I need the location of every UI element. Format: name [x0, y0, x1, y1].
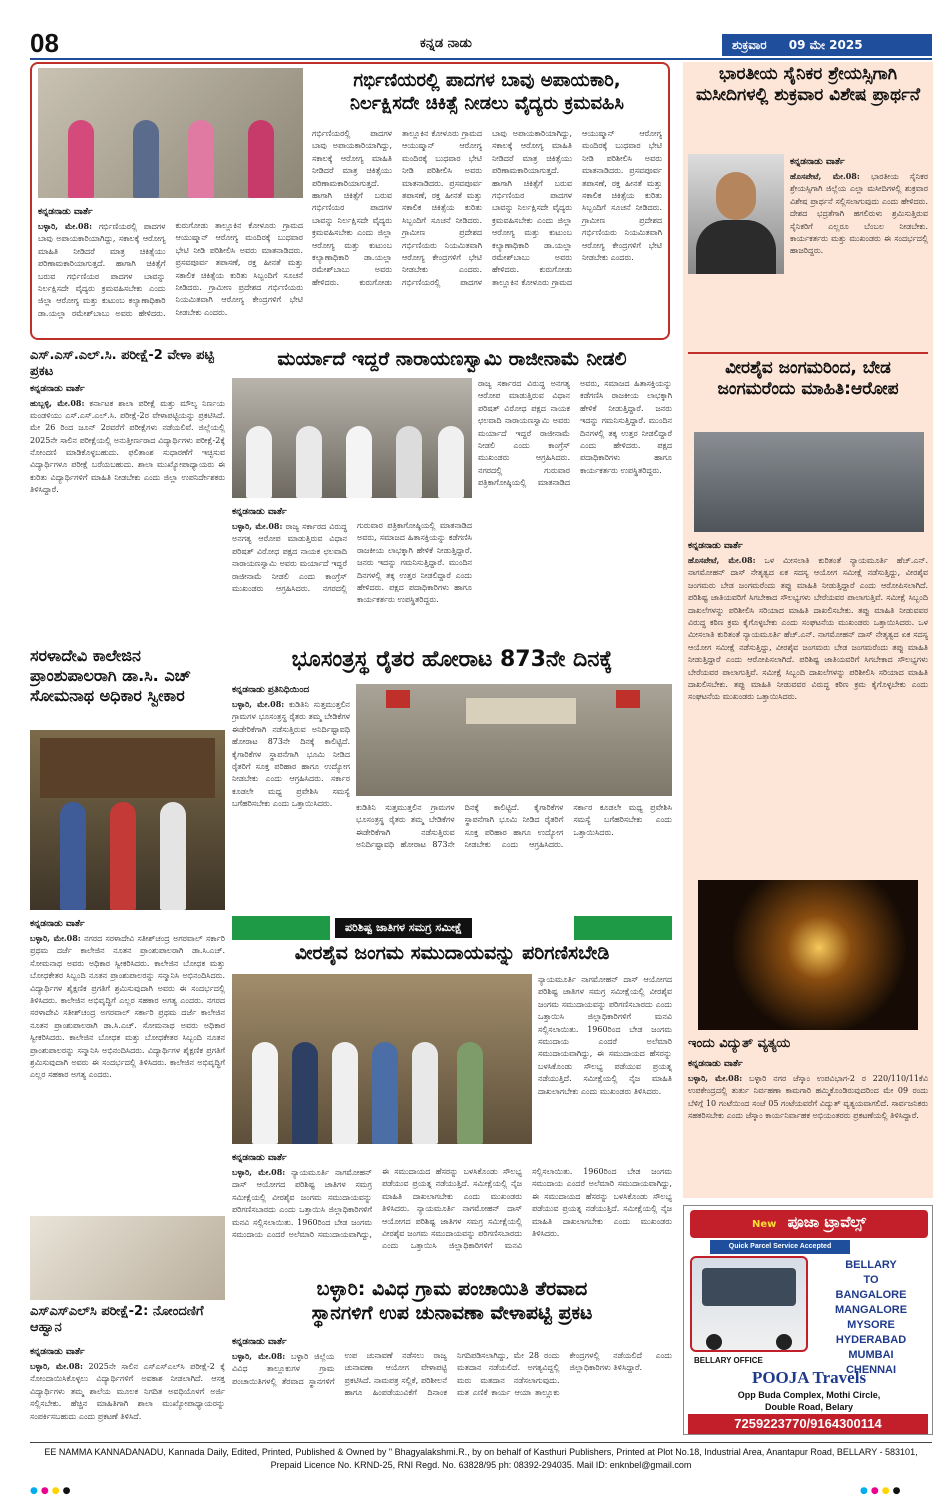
black-mark: ● — [892, 1486, 904, 1496]
person-figure — [292, 1042, 318, 1144]
article-paragraph: ಕುಡಿತಿನಿ ಸುತ್ತಮುತ್ತಲಿನ ಗ್ರಾಮಗಳ ಭೂಸಂತ್ರಸ್ಥ ರೈತರು ತಮ್ಮ ಬೇಡಿಕೆಗಳ ಈಡೇರಿಕೆಗಾಗಿ ನಡೆಸುತ್ತಿರುವ ಅನಿರ್ದಿಷ್ಟಾವಧಿ ಹೋರಾಟ 873ನೇ ದಿನಕ್ಕೆ ಕಾಲಿಟ್ಟಿದೆ. ಕೈಗಾರಿಕೆಗಳ ಸ್ಥಾಪನೆಗಾಗಿ ಭೂಮಿ ನೀಡಿದ ರೈತರಿಗೆ ಸೂಕ್ತ ಪರಿಹಾರ ಹಾಗೂ ಉದ್ಯೋಗ ನೀಡಬೇಕು ಎಂದು ಆಗ್ರಹಿಸಿದರು. ಸರ್ಕಾರ ಕೂಡಲೇ ಮಧ್ಯ ಪ್ರವೇಶಿಸಿ ಸಮಸ್ಯೆ ಬಗೆಹರಿಸಬೇಕು ಎಂದು ಒತ್ತಾಯಿಸಿದರು. — [356, 803, 672, 850]
route-item: HYDERABAD — [835, 1334, 907, 1346]
date-strip — [722, 34, 932, 56]
black-mark: ● — [62, 1486, 74, 1496]
route-item: MUMBAI — [848, 1349, 894, 1361]
article-pregnant — [30, 62, 670, 340]
headline: ವೀರಶೈವ ಜಂಗಮರಿಂದ, ಬೇಡ ಜಂಗಮರೆಂದು ಮಾಹಿತಿ:ಆರೋಪ — [688, 352, 928, 401]
article-paragraph: ಒಳ ಮೀಸಲಾತಿ ಕುರಿತಂತೆ ನ್ಯಾಯಮೂರ್ತಿ ಹೆಚ್.ಎನ್. ನಾಗಮೋಹನ್ ದಾಸ್ ನೇತೃತ್ವದ ಏಕ ಸದಸ್ಯ ಆಯೋಗ ಸಮೀಕ್ಷೆ ನಡೆಸುತ್ತಿದ್ದು, ವೀರಶೈವ ಜಂಗಮರು ಬೇಡ ಜಂಗಮರೆಂದು ತಪ್ಪು ಮಾಹಿತಿ ನೀಡುತ್ತಿದ್ದಾರೆ ಎಂದು ಆರೋಪಿಸಲಾಗಿದೆ. ಪರಿಶಿಷ್ಟ ಜಾತಿಯವರಿಗೆ ಸಿಗಬೇಕಾದ ಸೌಲಭ್ಯಗಳು ಬೇರೆಯವರ ಪಾಲಾಗುತ್ತಿವೆ. ಸಮೀಕ್ಷೆ ಸಿಬ್ಬಂದಿ ದಾಖಲೆಗಳನ್ನು ಪರಿಶೀಲಿಸಿ ಸರಿಯಾದ ಮಾಹಿತಿ ದಾಖಲಿಸಬೇಕು. ತಪ್ಪು ಮಾಹಿತಿ ನೀಡುವವರ ವಿರುದ್ಧ ಕಠಿಣ ಕ್ರಮ ಕೈಗೊಳ್ಳಬೇಕು ಎಂದು ಸಂಘಟನೆಯ ಮುಖಂಡರು ಒತ್ತಾಯಿಸಿದರು. — [688, 556, 928, 627]
dateline: ಬಳ್ಳಾರಿ, ಮೇ.08: — [30, 933, 81, 943]
article-body — [688, 538, 928, 868]
notice-board — [40, 738, 215, 798]
byline: ಕನ್ನಡನಾಡು ವಾರ್ತೆ — [30, 919, 85, 929]
bus-illustration — [690, 1256, 808, 1352]
protest-photo — [356, 684, 672, 796]
page-number: 08 — [30, 28, 59, 58]
article-paragraph: ಗರ್ಭಿಣಿಯರಲ್ಲಿ ಪಾದಗಳ ಬಾವು ಅಪಾಯಕಾರಿಯಾಗಿದ್ದು, ಸಕಾಲಕ್ಕೆ ಆರೋಗ್ಯ ಮಾಹಿತಿ ನೀಡಿದರೆ ಮಾತ್ರ ಚಿಕಿತ್ಸೆಯು ಪರಿಣಾಮಕಾರಿಯಾಗುತ್ತದೆ. ಹಾಗಾಗಿ ಚಿಕಿತ್ಸೆಗೆ ಬರುವ ಗರ್ಭಿಣಿಯರ ಪಾದಗಳ ಬಾವನ್ನು ನಿರ್ಲಕ್ಷಿಸದೇ ವೈದ್ಯರು ಕ್ರಮವಹಿಸಬೇಕು ಎಂದು ಜಿಲ್ಲಾ ಆರೋಗ್ಯ ಮತ್ತು ಕುಟುಂಬ ಕಲ್ಯಾಣಾಧಿಕಾರಿ ಡಾ.ಯಲ್ಲಾ ರಮೇಶ್‌ಬಾಬು ಅವರು ಹೇಳಿದರು. ಕುರುಗೋಡು ತಾಲ್ಲೂಕಿನ ಕೋಳೂರು ಗ್ರಾಮದ ಆಯುಷ್ಮಾನ್ ಆರೋಗ್ಯ ಮಂದಿರಕ್ಕೆ ಬುಧವಾರ ಭೇಟಿ ನೀಡಿ ಪರಿಶೀಲಿಸಿ ಅವರು ಮಾತನಾಡಿದರು. ಪ್ರಸವಪೂರ್ವ ತಪಾಸಣೆ, ರಕ್ತ ಹೀನತೆ ಮತ್ತು ಸಕಾಲಿಕ ಚಿಕಿತ್ಸೆಯ ಕುರಿತು ಸಿಬ್ಬಂದಿಗೆ ಸೂಚನೆ ನೀಡಿದರು. ಗ್ರಾಮೀಣ ಪ್ರದೇಶದ ಗರ್ಭಿಣಿಯರು ನಿಯಮಿತವಾಗಿ ಆರೋಗ್ಯ ಕೇಂದ್ರಗಳಿಗೆ ಭೇಟಿ ನೀಡಬೇಕು ಎಂದರು. — [402, 129, 662, 287]
article-paragraph: ನಗರದ ಸರಳಾದೇವಿ ಸತೀಶ್‌ಚಂದ್ರ ಅಗರವಾಲ್ ಸರ್ಕಾರಿ ಪ್ರಥಮ ದರ್ಜೆ ಕಾಲೇಜಿನ ನೂತನ ಪ್ರಾಂಶುಪಾಲರಾಗಿ ಡಾ.ಸಿ.ಎಚ್. ಸೋಮನಾಥ ಅವರು ಅಧಿಕಾರ ಸ್ವೀಕರಿಸಿದರು. ಕಾಲೇಜಿನ ಬೋಧಕ ಮತ್ತು ಬೋಧಕೇತರ ಸಿಬ್ಬಂದಿ ನೂತನ ಪ್ರಾಂಶುಪಾಲರನ್ನು ಸನ್ಮಾನಿಸಿ ಅಭಿನಂದಿಸಿದರು. ವಿದ್ಯಾರ್ಥಿಗಳ ಶೈಕ್ಷಣಿಕ ಪ್ರಗತಿಗೆ ಶ್ರಮಿಸುವುದಾಗಿ ಅವರು ಈ ಸಂದರ್ಭದಲ್ಲಿ ತಿಳಿಸಿದರು. ಕಾಲೇಜಿನ ಅಭಿವೃದ್ಧಿಗೆ ಎಲ್ಲರ ಸಹಕಾರ ಅಗತ್ಯ ಎಂದರು. — [30, 934, 225, 1005]
article-text — [30, 1360, 225, 1423]
headline-line-1: ಬಳ್ಳಾರಿ: ವಿವಿಧ ಗ್ರಾಮ ಪಂಚಾಯಿತಿ ತೆರವಾದ — [316, 1278, 588, 1300]
person-figure — [396, 426, 422, 498]
person-figure — [252, 1042, 278, 1144]
headline-line-1: ಗರ್ಭಿಣಿಯರಲ್ಲಿ ಪಾದಗಳ ಬಾವು ಅಪಾಯಕಾರಿ, — [353, 70, 621, 91]
page-header — [0, 0, 945, 60]
yellow-mark: ● — [51, 1486, 63, 1496]
article-paragraph: ನ್ಯಾಯಮೂರ್ತಿ ನಾಗಮೋಹನ್ ದಾಸ್ ಆಯೋಗದ ಪರಿಶಿಷ್ಟ ಜಾತಿಗಳ ಸಮಗ್ರ ಸಮೀಕ್ಷೆಯಲ್ಲಿ ವೀರಶೈವ ಜಂಗಮ ಸಮುದಾಯವನ್ನು ಪರಿಗಣಿಸಬಾರದು ಎಂದು ಒತ್ತಾಯಿಸಿ ಜಿಲ್ಲಾಧಿಕಾರಿಗಳಿಗೆ ಮನವಿ ಸಲ್ಲಿಸಲಾಯಿತು. 1960ರಿಂದ ಬೇಡ ಜಂಗಮ ಸಮುದಾಯ ಎಂದರೆ ಅಲೆಮಾರಿ ಸಮುದಾಯವಾಗಿದ್ದು, ಈ ಸಮುದಾಯದ ಹೆಸರನ್ನು ಬಳಸಿಕೊಂಡು ಸೌಲಭ್ಯ ಪಡೆಯುವ ಪ್ರಯತ್ನ ನಡೆಯುತ್ತಿದೆ. ಸಮೀಕ್ಷೆಯಲ್ಲಿ ನೈಜ ಮಾಹಿತಿ ದಾಖಲಾಗಬೇಕು ಎಂದು ಮುಖಂಡರು ತಿಳಿಸಿದರು. — [538, 975, 672, 1096]
headline — [312, 70, 662, 115]
person-figure — [246, 426, 272, 498]
article-paragraph: ರಾಜ್ಯ ಸರ್ಕಾರದ ವಿರುದ್ಧ ಅನಗತ್ಯ ಆರೋಪ ಮಾಡುತ್ತಿರುವ ವಿಧಾನ ಪರಿಷತ್ ವಿರೋಧ ಪಕ್ಷದ ನಾಯಕ ಛಲವಾದಿ ನಾರಾಯಣಸ್ವಾಮಿ ಅವರು ಮರ್ಯಾದೆ ಇದ್ದರೆ ರಾಜೀನಾಮೆ ನೀಡಲಿ ಎಂದು ಕಾಂಗ್ರೆಸ್ ಮುಖಂಡರು ಆಗ್ರಹಿಸಿದರು. ನಗರದಲ್ಲಿ ಗುರುವಾರ ಪತ್ರಿಕಾಗೋಷ್ಠಿಯಲ್ಲಿ ಮಾತನಾಡಿದ ಅವರು, ಸಮಾಜದ ಹಿತಾಸಕ್ತಿಯನ್ನು ಕಡೆಗಣಿಸಿ ರಾಜಕೀಯ ಲಾಭಕ್ಕಾಗಿ ಹೇಳಿಕೆ ನೀಡುತ್ತಿದ್ದಾರೆ. ಜನರು ಇದನ್ನು ಗಮನಿಸುತ್ತಿದ್ದಾರೆ. ಮುಂದಿನ ದಿನಗಳಲ್ಲಿ ತಕ್ಕ ಉತ್ತರ ನೀಡಲಿದ್ದಾರೆ ಎಂದು ಹೇಳಿದರು. ಪಕ್ಷದ ಪದಾಧಿಕಾರಿಗಳು ಹಾಗೂ ಕಾರ್ಯಕರ್ತರು ಉಪಸ್ಥಿತರಿದ್ದರು. — [478, 379, 672, 488]
dateline: ಬಳ್ಳಾರಿ, ಮೇ.08: — [38, 221, 93, 231]
headline: ಭೂಸಂತ್ರಸ್ಥ ರೈತರ ಹೋರಾಟ 873ನೇ ದಿನಕ್ಕೆ — [291, 647, 613, 672]
headline-line-2: ಸ್ಥಾನಗಳಿಗೆ ಉಪ ಚುನಾವಣಾ ವೇಳಾಪಟ್ಟಿ ಪ್ರಕಟ — [311, 1301, 593, 1324]
article-paragraph: ನ್ಯಾಯಮೂರ್ತಿ ನಾಗಮೋಹನ್ ದಾಸ್ ಆಯೋಗದ ಪರಿಶಿಷ್ಟ ಜಾತಿಗಳ ಸಮಗ್ರ ಸಮೀಕ್ಷೆಯಲ್ಲಿ ವೀರಶೈವ ಜಂಗಮ ಸಮುದಾಯವನ್ನು ಪರಿಗಣಿಸಬಾರದು ಎಂದು ಒತ್ತಾಯಿಸಿ ಜಿಲ್ಲಾಧಿಕಾರಿಗಳಿಗೆ ಮನವಿ ಸಲ್ಲಿಸಲಾಯಿತು. 1960ರಿಂದ ಬೇಡ ಜಂಗಮ ಸಮುದಾಯ ಎಂದರೆ ಅಲೆಮಾರಿ ಸಮುದಾಯವಾಗಿದ್ದು, ಈ ಸಮುದಾಯದ ಹೆಸರನ್ನು ಬಳಸಿಕೊಂಡು ಸೌಲಭ್ಯ ಪಡೆಯುವ ಪ್ರಯತ್ನ ನಡೆಯುತ್ತಿದೆ. ಸಮೀಕ್ಷೆಯಲ್ಲಿ ನೈಜ ಮಾಹಿತಿ ದಾಖಲಾಗಬೇಕು ಎಂದು ಮುಖಂಡರು ತಿಳಿಸಿದರು. — [382, 1167, 672, 1251]
byline: ಕನ್ನಡನಾಡು ವಾರ್ತೆ — [232, 507, 287, 517]
ad-office-label: BELLARY OFFICE — [694, 1356, 763, 1365]
person-figure — [346, 426, 372, 498]
route-item: BELLARY — [845, 1259, 897, 1271]
registration-marks — [30, 1486, 73, 1496]
bus-wheel — [776, 1334, 792, 1350]
article-continuation — [312, 128, 662, 336]
ad-company: POOJA Travels — [751, 1368, 867, 1387]
headline: ಎಸ್‌ಎಸ್‌ಎಲ್‌ಸಿ ಪರೀಕ್ಷೆ-2: ನೋಂದಣಿಗೆ ಆಹ್ವಾನ — [30, 1304, 204, 1336]
byline: ಕನ್ನಡನಾಡು ವಾರ್ತೆ — [232, 1337, 287, 1347]
article-veerashaiva-allegation — [688, 352, 928, 872]
footer-imprint — [30, 1442, 932, 1471]
person-figure — [296, 426, 322, 498]
ad-new-tag: New — [752, 1219, 777, 1230]
article-paragraph: ನಗರದ ಸರಳಾದೇವಿ ಸತೀಶ್‌ಚಂದ್ರ ಅಗರವಾಲ್ ಸರ್ಕಾರಿ ಪ್ರಥಮ ದರ್ಜೆ ಕಾಲೇಜಿನ ನೂತನ ಪ್ರಾಂಶುಪಾಲರಾಗಿ ಡಾ.ಸಿ.ಎಚ್. ಸೋಮನಾಥ ಅವರು ಅಧಿಕಾರ ಸ್ವೀಕರಿಸಿದರು. ಕಾಲೇಜಿನ ಬೋಧಕ ಮತ್ತು ಬೋಧಕೇತರ ಸಿಬ್ಬಂದಿ ನೂತನ ಪ್ರಾಂಶುಪಾಲರನ್ನು ಸನ್ಮಾನಿಸಿ ಅಭಿನಂದಿಸಿದರು. ವಿದ್ಯಾರ್ಥಿಗಳ ಶೈಕ್ಷಣಿಕ ಪ್ರಗತಿಗೆ ಶ್ರಮಿಸುವುದಾಗಿ ಅವರು ಈ ಸಂದರ್ಭದಲ್ಲಿ ತಿಳಿಸಿದರು. ಕಾಲೇಜಿನ ಅಭಿವೃದ್ಧಿಗೆ ಎಲ್ಲರ ಸಹಕಾರ ಅಗತ್ಯ ಎಂದರು. — [30, 995, 225, 1080]
article-electricity — [688, 880, 928, 1198]
banner-right-bar — [574, 916, 672, 940]
article-paragraph: ಬಳ್ಳಾರಿ ಜಿಲ್ಲೆಯ ವಿವಿಧ ತಾಲ್ಲೂಕುಗಳ ಗ್ರಾಮ ಪಂಚಾಯಿತಿಗಳಲ್ಲಿ ತೆರವಾದ ಸ್ಥಾನಗಳಿಗೆ ಉಪ ಚುನಾವಣೆ ನಡೆಸಲು ರಾಜ್ಯ ಚುನಾವಣಾ ಆಯೋಗ ವೇಳಾಪಟ್ಟಿ ಪ್ರಕಟಿಸಿದೆ. ನಾಮಪತ್ರ ಸಲ್ಲಿಕೆ, ಪರಿಶೀಲನೆ ಹಾಗೂ ಹಿಂಪಡೆಯುವಿಕೆಗೆ ದಿನಾಂಕ ನಿಗದಿಪಡಿಸಲಾಗಿದ್ದು, ಮೇ 28 ರಂದು ಮತದಾನ ನಡೆಯಲಿದೆ. ಅಗತ್ಯವಿದ್ದಲ್ಲಿ ಮರು ಮತದಾನ ನಡೆಸಲಾಗುವುದು. ಮತ ಎಣಿಕೆ ಕಾರ್ಯ ಆಯಾ ತಾಲ್ಲೂಕು ಕೇಂದ್ರಗಳಲ್ಲಿ ನಡೆಯಲಿದೆ ಎಂದು ಜಿಲ್ಲಾಧಿಕಾರಿಗಳು ತಿಳಿಸಿದ್ದಾರೆ. — [232, 1351, 672, 1398]
article-paragraph: ಕರ್ನಾಟಕ ಶಾಲಾ ಪರೀಕ್ಷೆ ಮತ್ತು ಮೌಲ್ಯ ನಿರ್ಣಯ ಮಂಡಳಿಯು ಎಸ್.ಎಸ್.ಎಲ್.ಸಿ. ಪರೀಕ್ಷೆ-2ರ ವೇಳಾಪಟ್ಟಿಯನ್ನು ಪ್ರಕಟಿಸಿದೆ. ಮೇ 26 ರಿಂದ ಜೂನ್ 2ರವರೆಗೆ ಪರೀಕ್ಷೆಗಳು ನಡೆಯಲಿವೆ. ಜಿಲ್ಲೆಯಲ್ಲಿ 2025ನೇ ಸಾಲಿನ ಪರೀಕ್ಷೆಯಲ್ಲಿ ಅನುತ್ತೀರ್ಣರಾದ ವಿದ್ಯಾರ್ಥಿಗಳು ಪರೀಕ್ಷೆ-2ಕ್ಕೆ ನೋಂದಣಿ ಮಾಡಿಕೊಳ್ಳಬಹುದು. ಫಲಿತಾಂಶ ಸುಧಾರಣೆಗೆ ಇಚ್ಛಿಸುವ ವಿದ್ಯಾರ್ಥಿಗಳೂ ಪರೀಕ್ಷೆ ಬರೆಯಬಹುದು. ಶಾಲಾ ಮುಖ್ಯೋಪಾಧ್ಯಾಯರು ಈ ಕುರಿತು ವಿದ್ಯಾರ್ಥಿಗಳಿಗೆ ಮಾಹಿತಿ ನೀಡಬೇಕು ಎಂದು ಜಿಲ್ಲಾ ಉಪನಿರ್ದೇಶಕರು ತಿಳಿಸಿದ್ದಾರೆ. — [30, 398, 225, 495]
article-text — [30, 397, 225, 632]
article-sslc-application — [30, 1216, 225, 1438]
article-paragraph: ಕುಡಿತಿನಿ ಸುತ್ತಮುತ್ತಲಿನ ಗ್ರಾಮಗಳ ಭೂಸಂತ್ರಸ್ಥ ರೈತರು ತಮ್ಮ ಬೇಡಿಕೆಗಳ ಈಡೇರಿಕೆಗಾಗಿ ನಡೆಸುತ್ತಿರುವ ಅನಿರ್ದಿಷ್ಟಾವಧಿ ಹೋರಾಟ 873ನೇ ದಿನಕ್ಕೆ ಕಾಲಿಟ್ಟಿದೆ. ಕೈಗಾರಿಕೆಗಳ ಸ್ಥಾಪನೆಗಾಗಿ ಭೂಮಿ ನೀಡಿದ ರೈತರಿಗೆ ಸೂಕ್ತ ಪರಿಹಾರ ಹಾಗೂ ಉದ್ಯೋಗ ನೀಡಬೇಕು ಎಂದು ಆಗ್ರಹಿಸಿದರು. ಸರ್ಕಾರ ಕೂಡಲೇ ಮಧ್ಯ ಪ್ರವೇಶಿಸಿ ಸಮಸ್ಯೆ ಬಗೆಹರಿಸಬೇಕು ಎಂದು ಒತ್ತಾಯಿಸಿದರು. — [232, 700, 350, 809]
red-flag — [386, 690, 410, 708]
article-bypoll — [232, 1278, 672, 1438]
memorandum-photo — [232, 974, 532, 1144]
byline: ಕನ್ನಡನಾಡು ವಾರ್ತೆ — [688, 541, 743, 551]
press-meet-photo — [232, 378, 472, 498]
article-survey — [232, 912, 672, 1272]
travels-advertisement[interactable] — [683, 1205, 933, 1435]
dateline: ಬಳ್ಳಾರಿ, ಮೇ.08: — [232, 1351, 286, 1361]
byline: ಕನ್ನಡನಾಡು ವಾರ್ತೆ — [790, 157, 845, 167]
yellow-mark: ● — [881, 1486, 893, 1496]
person-figure — [110, 802, 136, 910]
route-item: CHENNAI — [845, 1364, 897, 1376]
dateline: ಬಳ್ಳಾರಿ, ಮೇ.08: — [688, 1073, 743, 1083]
article-body — [232, 504, 472, 636]
ad-address-1: Opp Buda Complex, Mothi Circle, — [737, 1390, 881, 1400]
issue-date: 09 ಮೇ 2025 — [788, 38, 863, 52]
ad-address-2: Double Road, Belary — [764, 1402, 854, 1412]
route-item: MYSORE — [847, 1319, 895, 1331]
dateline: ಹೊಸಪೇಟೆ, ಮೇ.08: — [688, 555, 756, 565]
article-body — [30, 916, 225, 1208]
masthead: ಕನ್ನಡ ನಾಡು — [420, 36, 472, 51]
byline: ಕನ್ನಡನಾಡು ಪ್ರತಿನಿಧಿಯಿಂದ — [232, 685, 310, 695]
portrait-photo — [688, 154, 784, 274]
article-text — [30, 932, 225, 1082]
imprint-line-1: EE NAMMA KANNADANADU, Kannada Daily, Edited, Printed, Published & Owned by " Bhagyalakshmi.R., by on behalf of Kasthuri Publishers, Printed at Plot No.18, Industrial Area, Anantapur Road, BELLARY - 583101, — [44, 1447, 918, 1457]
article-body — [232, 1150, 672, 1268]
article-paragraph: ಗರ್ಭಿಣಿಯರಲ್ಲಿ ಪಾದಗಳ ಬಾವು ಅಪಾಯಕಾರಿಯಾಗಿದ್ದು, ಸಕಾಲಕ್ಕೆ ಆರೋಗ್ಯ ಮಾಹಿತಿ ನೀಡಿದರೆ ಮಾತ್ರ ಚಿಕಿತ್ಸೆಯು ಪರಿಣಾಮಕಾರಿಯಾಗುತ್ತದೆ. ಹಾಗಾಗಿ ಚಿಕಿತ್ಸೆಗೆ ಬರುವ ಗರ್ಭಿಣಿಯರ ಪಾದಗಳ ಬಾವನ್ನು ನಿರ್ಲಕ್ಷಿಸದೇ ವೈದ್ಯರು ಕ್ರಮವಹಿಸಬೇಕು ಎಂದು ಜಿಲ್ಲಾ ಆರೋಗ್ಯ ಮತ್ತು ಕುಟುಂಬ ಕಲ್ಯಾಣಾಧಿಕಾರಿ ಡಾ.ಯಲ್ಲಾ ರಮೇಶ್‌ಬಾಬು ಅವರು ಹೇಳಿದರು. ಕುರುಗೋಡು ತಾಲ್ಲೂಕಿನ ಕೋಳೂರು ಗ್ರಾಮದ ಆಯುಷ್ಮಾನ್ ಆರೋಗ್ಯ ಮಂದಿರಕ್ಕೆ ಬುಧವಾರ ಭೇಟಿ ನೀಡಿ ಪರಿಶೀಲಿಸಿ ಅವರು ಮಾತನಾಡಿದರು. ಪ್ರಸವಪೂರ್ವ ತಪಾಸಣೆ, ರಕ್ತ ಹೀನತೆ ಮತ್ತು ಸಕಾಲಿಕ ಚಿಕಿತ್ಸೆಯ ಕುರಿತು ಸಿಬ್ಬಂದಿಗೆ ಸೂಚನೆ ನೀಡಿದರು. ಗ್ರಾಮೀಣ ಪ್ರದೇಶದ ಗರ್ಭಿಣಿಯರು ನಿಯಮಿತವಾಗಿ ಆರೋಗ್ಯ ಕೇಂದ್ರಗಳಿಗೆ ಭೇಟಿ ನೀಡಬೇಕು ಎಂದರು. — [38, 221, 303, 318]
article-body — [790, 154, 928, 344]
headline-line-2: ನಿರ್ಲಕ್ಷಿಸದೇ ಚಿಕಿತ್ಸೆ ನೀಡಲು ವೈದ್ಯರು ಕ್ರಮವಹಿಸಿ — [350, 92, 624, 114]
person-figure — [438, 426, 464, 498]
article-text — [232, 698, 350, 811]
ad-phone[interactable]: 7259223770/9164300114 — [688, 1414, 928, 1434]
bus-windshield — [702, 1268, 796, 1306]
article-continuation — [478, 378, 672, 636]
article-sslc-schedule — [30, 348, 225, 638]
person-figure — [372, 1042, 398, 1144]
person-figure — [412, 1042, 438, 1144]
person-figure — [60, 802, 86, 910]
route-item: TO — [863, 1274, 879, 1286]
article-paragraph: ರಾಜ್ಯ ಸರ್ಕಾರದ ವಿರುದ್ಧ ಅನಗತ್ಯ ಆರೋಪ ಮಾಡುತ್ತಿರುವ ವಿಧಾನ ಪರಿಷತ್ ವಿರೋಧ ಪಕ್ಷದ ನಾಯಕ ಛಲವಾದಿ ನಾರಾಯಣಸ್ವಾಮಿ ಅವರು ಮರ್ಯಾದೆ ಇದ್ದರೆ ರಾಜೀನಾಮೆ ನೀಡಲಿ ಎಂದು ಕಾಂಗ್ರೆಸ್ ಮುಖಂಡರು ಆಗ್ರಹಿಸಿದರು. ನಗರದಲ್ಲಿ ಗುರುವಾರ ಪತ್ರಿಕಾಗೋಷ್ಠಿಯಲ್ಲಿ ಮಾತನಾಡಿದ ಅವರು, ಸಮಾಜದ ಹಿತಾಸಕ್ತಿಯನ್ನು ಕಡೆಗಣಿಸಿ ರಾಜಕೀಯ ಲಾಭಕ್ಕಾಗಿ ಹೇಳಿಕೆ ನೀಡುತ್ತಿದ್ದಾರೆ. ಜನರು ಇದನ್ನು ಗಮನಿಸುತ್ತಿದ್ದಾರೆ. ಮುಂದಿನ ದಿನಗಳಲ್ಲಿ ತಕ್ಕ ಉತ್ತರ ನೀಡಲಿದ್ದಾರೆ ಎಂದು ಹೇಳಿದರು. ಪಕ್ಷದ ಪದಾಧಿಕಾರಿಗಳು ಹಾಗೂ ಕಾರ್ಯಕರ್ತರು ಉಪಸ್ಥಿತರಿದ್ದರು. — [232, 521, 472, 605]
article-text — [790, 170, 928, 258]
dateline: ಬಳ್ಳಾರಿ, ಮೇ.08: — [30, 1361, 83, 1371]
weekday: ಶುಕ್ರವಾರ — [732, 38, 767, 52]
headline: ಇಂದು ವಿದ್ಯುತ್ ವ್ಯತ್ಯಯ — [688, 1036, 791, 1051]
ad-title-bar — [690, 1210, 928, 1238]
byline: ಕನ್ನಡನಾಡು ವಾರ್ತೆ — [38, 207, 93, 217]
article-paragraph: ಭಾರತೀಯ ಸೈನಿಕರ ಶ್ರೇಯಸ್ಸಿಗಾಗಿ ಜಿಲ್ಲೆಯ ಎಲ್ಲಾ ಮಸೀದಿಗಳಲ್ಲಿ ಶುಕ್ರವಾರ ವಿಶೇಷ ಪ್ರಾರ್ಥನೆ ಸಲ್ಲಿಸಲಾಗುವುದು ಎಂದು ಹೇಳಿದರು. ದೇಶದ ಭದ್ರತೆಗಾಗಿ ಹಗಲಿರುಳು ಶ್ರಮಿಸುತ್ತಿರುವ ಸೈನಿಕರಿಗೆ ಎಲ್ಲರೂ ಬೆಂಬಲ ನೀಡಬೇಕು. ಕಾರ್ಯಕರ್ತರು ಮತ್ತು ಮುಖಂಡರು ಈ ಸಂದರ್ಭದಲ್ಲಿ ಹಾಜರಿದ್ದರು. — [790, 172, 928, 256]
survey-banner — [232, 916, 672, 938]
dateline: ಬಳ್ಳಾರಿ, ಮೇ.08: — [232, 1167, 286, 1177]
ad-service: Quick Parcel Service Accepted — [710, 1240, 850, 1254]
ad-routes — [812, 1258, 930, 1378]
headline: ವೀರಶೈವ ಜಂಗಮ ಸಮುದಾಯವನ್ನು ಪರಿಗಣಿಸಬೇಡಿ — [294, 942, 610, 964]
person-figure — [248, 120, 274, 198]
article-text — [232, 520, 472, 607]
red-flag — [616, 690, 640, 708]
banner-label: ಪರಿಶಿಷ್ಟ ಜಾತಿಗಳ ಸಮಗ್ರ ಸಮೀಕ್ಷೆ — [335, 918, 472, 938]
route-item: BANGALORE — [835, 1289, 907, 1301]
ad-title: ಪೂಜಾ ಟ್ರಾವೆಲ್ಸ್ — [787, 1213, 866, 1231]
portrait-suit — [696, 220, 776, 274]
article-mosque — [688, 64, 928, 349]
registration-marks — [860, 1486, 903, 1496]
route-item: MANGALORE — [834, 1304, 908, 1316]
office-photo — [30, 730, 225, 910]
bus-wheel — [706, 1334, 722, 1350]
article-text — [38, 220, 303, 320]
header-rule — [30, 58, 932, 60]
banner-left-bar — [232, 916, 330, 940]
byline: ಕನ್ನಡನಾಡು ವಾರ್ತೆ — [688, 1059, 743, 1069]
imprint-line-2: Prepaid Licence No. KRND-25, RNI Regd. No. 63828/95 ph: 08392-294035. Mail ID: enknbel@gmail.com — [270, 1459, 692, 1470]
dateline: ಹುಬ್ಬಳ್ಳಿ, ಮೇ.08: — [30, 397, 85, 408]
person-figure — [457, 1042, 483, 1144]
headline: ಮರ್ಯಾದೆ ಇದ್ದರೆ ನಾರಾಯಣಸ್ವಾಮಿ ರಾಜೀನಾಮೆ ನೀಡಲಿ — [277, 348, 627, 370]
byline: ಕನ್ನಡನಾಡು ವಾರ್ತೆ — [232, 1153, 287, 1163]
article-photo — [38, 68, 303, 198]
dateline: ಬಳ್ಳಾರಿ, ಮೇ.08: — [232, 699, 285, 709]
meeting-photo — [694, 432, 924, 532]
person-figure — [188, 120, 214, 198]
article-paragraph: ಬಳ್ಳಾರಿ ನಗರ ಜೆಸ್ಕಾಂ ಉಪವಿಭಾಗ-2 ರ 220/110/11ಕೆವಿ ಉಪಕೇಂದ್ರದಲ್ಲಿ ತುರ್ತು ನಿರ್ವಹಣಾ ಕಾಮಗಾರಿ ಹಮ್ಮಿಕೊಂಡಿರುವುದರಿಂದ ಮೇ 09 ರಂದು ಬೆಳಿಗ್ಗೆ 10 ಗಂಟೆಯಿಂದ ಸಂಜೆ 05 ಗಂಟೆಯವರೆಗೆ ವಿದ್ಯುತ್ ವ್ಯತ್ಯಯವಾಗಲಿದೆ. ಸಾರ್ವಜನಿಕರು ಸಹಕರಿಸಬೇಕು ಎಂದು ಜೆಸ್ಕಾಂ ಕಾರ್ಯನಿರ್ವಾಹಕ ಅಭಿಯಂತರರು ಪ್ರಕಟಣೆಯಲ್ಲಿ ತಿಳಿಸಿದ್ದಾರೆ. — [688, 1074, 928, 1121]
headline: ಭಾರತೀಯ ಸೈನಿಕರ ಶ್ರೇಯಸ್ಸಿಗಾಗಿ ಮಸೀದಿಗಳಲ್ಲಿ ಶುಕ್ರವಾರ ವಿಶೇಷ ಪ್ರಾರ್ಥನೆ — [695, 64, 921, 106]
article-text — [232, 1166, 672, 1253]
person-figure — [68, 120, 94, 198]
article-paragraph: ಗರ್ಭಿಣಿಯರಲ್ಲಿ ಪಾದಗಳ ಬಾವು ಅಪಾಯಕಾರಿಯಾಗಿದ್ದು, ಸಕಾಲಕ್ಕೆ ಆರೋಗ್ಯ ಮಾಹಿತಿ ನೀಡಿದರೆ ಮಾತ್ರ ಚಿಕಿತ್ಸೆಯು ಪರಿಣಾಮಕಾರಿಯಾಗುತ್ತದೆ. ಹಾಗಾಗಿ ಚಿಕಿತ್ಸೆಗೆ ಬರುವ ಗರ್ಭಿಣಿಯರ ಪಾದಗಳ ಬಾವನ್ನು ನಿರ್ಲಕ್ಷಿಸದೇ ವೈದ್ಯರು ಕ್ರಮವಹಿಸಬೇಕು ಎಂದು ಜಿಲ್ಲಾ ಆರೋಗ್ಯ ಮತ್ತು ಕುಟುಂಬ ಕಲ್ಯಾಣಾಧಿಕಾರಿ ಡಾ.ಯಲ್ಲಾ ರಮೇಶ್‌ಬಾಬು ಅವರು ಹೇಳಿದರು. ಕುರುಗೋಡು ತಾಲ್ಲೂಕಿನ ಕೋಳೂರು ಗ್ರಾಮದ ಆಯುಷ್ಮಾನ್ ಆರೋಗ್ಯ ಮಂದಿರಕ್ಕೆ ಬುಧವಾರ ಭೇಟಿ ನೀಡಿ ಪರಿಶೀಲಿಸಿ ಅವರು ಮಾತನಾಡಿದರು. ಪ್ರಸವಪೂರ್ವ ತಪಾಸಣೆ, ರಕ್ತ ಹೀನತೆ ಮತ್ತು ಸಕಾಲಿಕ ಚಿಕಿತ್ಸೆಯ ಕುರಿತು ಸಿಬ್ಬಂದಿಗೆ ಸೂಚನೆ ನೀಡಿದರು. ಗ್ರಾಮೀಣ ಪ್ರದೇಶದ ಗರ್ಭಿಣಿಯರು ನಿಯಮಿತವಾಗಿ ಆರೋಗ್ಯ ಕೇಂದ್ರಗಳಿಗೆ ಭೇಟಿ ನೀಡಬೇಕು ಎಂದರು. — [312, 129, 482, 287]
headline: ಎಸ್.ಎಸ್.ಎಲ್.ಸಿ. ಪರೀಕ್ಷೆ-2 ವೇಳಾ ಪಟ್ಟಿ ಪ್ರಕಟ — [30, 348, 214, 380]
person-figure — [160, 802, 186, 910]
article-body — [232, 682, 350, 904]
magenta-mark: ● — [40, 1486, 52, 1496]
article-text — [688, 1072, 928, 1123]
article-college — [30, 646, 225, 1212]
cyan-mark: ● — [860, 1486, 871, 1496]
article-paragraph: ನ್ಯಾಯಮೂರ್ತಿ ನಾಗಮೋಹನ್ ದಾಸ್ ಆಯೋಗದ ಪರಿಶಿಷ್ಟ ಜಾತಿಗಳ ಸಮಗ್ರ ಸಮೀಕ್ಷೆಯಲ್ಲಿ ವೀರಶೈವ ಜಂಗಮ ಸಮುದಾಯವನ್ನು ಪರಿಗಣಿಸಬಾರದು ಎಂದು ಒತ್ತಾಯಿಸಿ ಜಿಲ್ಲಾಧಿಕಾರಿಗಳಿಗೆ ಮನವಿ ಸಲ್ಲಿಸಲಾಯಿತು. 1960ರಿಂದ ಬೇಡ ಜಂಗಮ ಸಮುದಾಯ ಎಂದರೆ ಅಲೆಮಾರಿ ಸಮುದಾಯವಾಗಿದ್ದು, ಈ ಸಮುದಾಯದ ಹೆಸರನ್ನು ಬಳಸಿಕೊಂಡು ಸೌಲಭ್ಯ ಪಡೆಯುವ ಪ್ರಯತ್ನ ನಡೆಯುತ್ತಿದೆ. ಸಮೀಕ್ಷೆಯಲ್ಲಿ ನೈಜ ಮಾಹಿತಿ ದಾಖಲಾಗಬೇಕು ಎಂದು ಮುಖಂಡರು ತಿಳಿಸಿದರು. — [232, 1167, 522, 1239]
byline: ಕನ್ನಡನಾಡು ವಾರ್ತೆ — [30, 383, 85, 394]
bulb-photo — [698, 880, 918, 1030]
article-narayanaswamy — [232, 348, 672, 640]
dateline: ಹೊಸಪೇಟೆ, ಮೇ.08: — [790, 171, 860, 181]
headline: ಸರಳಾದೇವಿ ಕಾಲೇಜಿನ ಪ್ರಾಂಶುಪಾಲರಾಗಿ ಡಾ.ಸಿ. ಎಚ್ ಸೋಮನಾಥ ಅಧಿಕಾರ ಸ್ವೀಕಾರ — [30, 646, 191, 705]
student-photo — [30, 1216, 225, 1300]
cyan-mark: ● — [30, 1486, 41, 1496]
article-paragraph: ಒಳ ಮೀಸಲಾತಿ ಕುರಿತಂತೆ ನ್ಯಾಯಮೂರ್ತಿ ಹೆಚ್.ಎನ್. ನಾಗಮೋಹನ್ ದಾಸ್ ನೇತೃತ್ವದ ಏಕ ಸದಸ್ಯ ಆಯೋಗ ಸಮೀಕ್ಷೆ ನಡೆಸುತ್ತಿದ್ದು, ವೀರಶೈವ ಜಂಗಮರು ಬೇಡ ಜಂಗಮರೆಂದು ತಪ್ಪು ಮಾಹಿತಿ ನೀಡುತ್ತಿದ್ದಾರೆ ಎಂದು ಆರೋಪಿಸಲಾಗಿದೆ. ಪರಿಶಿಷ್ಟ ಜಾತಿಯವರಿಗೆ ಸಿಗಬೇಕಾದ ಸೌಲಭ್ಯಗಳು ಬೇರೆಯವರ ಪಾಲಾಗುತ್ತಿವೆ. ಸಮೀಕ್ಷೆ ಸಿಬ್ಬಂದಿ ದಾಖಲೆಗಳನ್ನು ಪರಿಶೀಲಿಸಿ ಸರಿಯಾದ ಮಾಹಿತಿ ದಾಖಲಿಸಬೇಕು. ತಪ್ಪು ಮಾಹಿತಿ ನೀಡುವವರ ವಿರುದ್ಧ ಕಠಿಣ ಕ್ರಮ ಕೈಗೊಳ್ಳಬೇಕು ಎಂದು ಸಂಘಟನೆಯ ಮುಖಂಡರು ಒತ್ತಾಯಿಸಿದರು. — [688, 617, 928, 702]
portrait-head — [716, 172, 756, 220]
article-text — [232, 1350, 672, 1400]
article-body — [232, 1334, 672, 1436]
person-figure — [332, 1042, 358, 1144]
byline: ಕನ್ನಡನಾಡು ವಾರ್ತೆ — [30, 1347, 85, 1357]
article-farmers — [232, 646, 672, 908]
article-continuation — [356, 802, 672, 904]
article-paragraph: 2025ನೇ ಸಾಲಿನ ಎಸ್‌ಎಸ್‌ಎಲ್‌ಸಿ ಪರೀಕ್ಷೆ-2 ಕ್ಕೆ ನೋಂದಾಯಿಸಿಕೊಳ್ಳಲು ವಿದ್ಯಾರ್ಥಿಗಳಿಗೆ ಅವಕಾಶ ನೀಡಲಾಗಿದೆ. ಆಸಕ್ತ ವಿದ್ಯಾರ್ಥಿಗಳು ತಮ್ಮ ಶಾಲೆಯ ಮೂಲಕ ನಿಗದಿತ ಅವಧಿಯೊಳಗೆ ಅರ್ಜಿ ಸಲ್ಲಿಸಬೇಕು. ಹೆಚ್ಚಿನ ಮಾಹಿತಿಗಾಗಿ ಶಾಲಾ ಮುಖ್ಯೋಪಾಧ್ಯಾಯರನ್ನು ಸಂಪರ್ಕಿಸಬಹುದು ಎಂದು ಪ್ರಕಟಣೆ ತಿಳಿಸಿದೆ. — [30, 1362, 225, 1421]
article-body — [38, 204, 303, 336]
magenta-mark: ● — [870, 1486, 882, 1496]
article-text — [688, 554, 928, 704]
article-body — [688, 1056, 928, 1196]
article-body — [30, 1344, 225, 1434]
dateline: ಬಳ್ಳಾರಿ, ಮೇ.08: — [232, 521, 283, 531]
protest-banner — [466, 698, 576, 724]
article-continuation — [538, 974, 672, 1144]
person-figure — [133, 120, 159, 198]
